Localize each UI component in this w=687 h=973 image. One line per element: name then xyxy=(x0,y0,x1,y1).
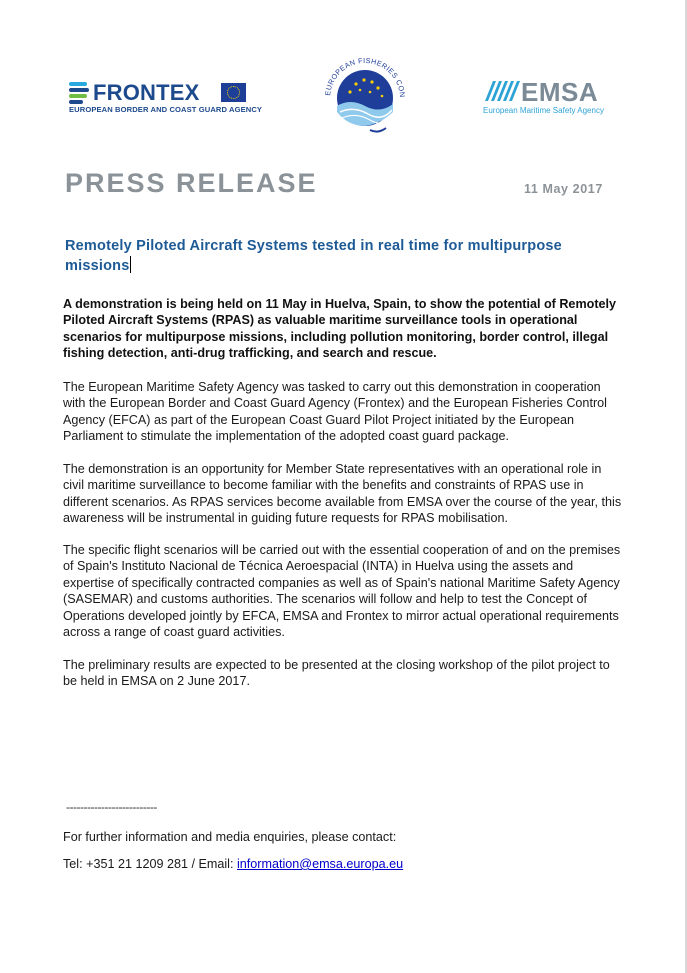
efca-logo xyxy=(320,46,410,142)
emsa-subtitle: European Maritime Safety Agency xyxy=(483,106,604,115)
release-date: 11 May 2017 xyxy=(524,182,603,196)
text-cursor xyxy=(130,256,131,273)
press-release-label: PRESS RELEASE xyxy=(65,168,318,198)
body-paragraph-3: The specific flight scenarios will be carried out with the essential cooperation of and on the premises of Spain's Instituto Nacional de Técnica Aeroespacial (INTA) in Huelva using the assets and expertise of specifically contracted companies as well as of Spain's national Maritime Safety Agency (SASEMAR) and customs authorities. The scenarios will follow and help to test the Concept of Operations developed jointly by EFCA, EMSA and Frontex to mirror actual operational requirements across a range of coast guard activities. xyxy=(63,543,621,640)
frontex-logo xyxy=(69,80,263,118)
body-paragraph-1: The European Maritime Safety Agency was tasked to carry out this demonstration in cooperation with the European Border and Coast Guard Agency (Frontex) and the European Fisheries Control Agency (EFCA) as part of the European Coast Guard Pilot Project initiated by the European Parliament to stimulate the implementation of the adopted coast guard package. xyxy=(63,380,607,444)
frontex-mark-icon xyxy=(69,82,89,104)
press-title-text: Remotely Piloted Aircraft Systems tested in real time for multipurpose missions xyxy=(65,238,562,274)
body-paragraph-2: The demonstration is an opportunity for Member State representatives with an operational role in civil maritime surveillance to become familiar with the benefits and constraints of RPAS use in different scenarios. As RPAS services become available from EMSA over the course of the year, this awareness will be instrumental in guiding future requests for RPAS mobilisation. xyxy=(63,462,622,526)
eu-flag-icon xyxy=(221,83,246,102)
emsa-logo xyxy=(483,78,605,118)
lead-paragraph: A demonstration is being held on 11 May in Huelva, Spain, to show the potential of Remotely Piloted Aircraft Systems (RPAS) as valuable maritime surveillance tools in operational scenarios for multipurpose missions, including pollution monitoring, border control, illegal fishing detection, anti-drug trafficking, and search and rescue. xyxy=(63,297,617,361)
emsa-name: EMSA xyxy=(521,77,599,107)
contact-details xyxy=(63,857,403,871)
frontex-subtitle: EUROPEAN BORDER AND COAST GUARD AGENCY xyxy=(69,105,263,114)
email-link[interactable]: information@emsa.europa.eu xyxy=(236,857,404,871)
efca-emblem-icon xyxy=(320,46,410,142)
efca-ring-text: EUROPEAN FISHERIES CON xyxy=(323,55,408,98)
tel-text: Tel: +351 21 1209 281 / Email: xyxy=(63,857,237,871)
frontex-name: FRONTEX xyxy=(93,80,200,105)
emsa-stripes-icon xyxy=(483,81,521,101)
footer-separator: -------------------------- xyxy=(66,800,157,814)
contact-line: For further information and media enquiries, please contact: xyxy=(63,830,397,844)
body-paragraph-4: The preliminary results are expected to be presented at the closing workshop of the pilot project to be held in EMSA on 2 June 2017. xyxy=(63,658,610,689)
press-title[interactable] xyxy=(65,236,605,276)
